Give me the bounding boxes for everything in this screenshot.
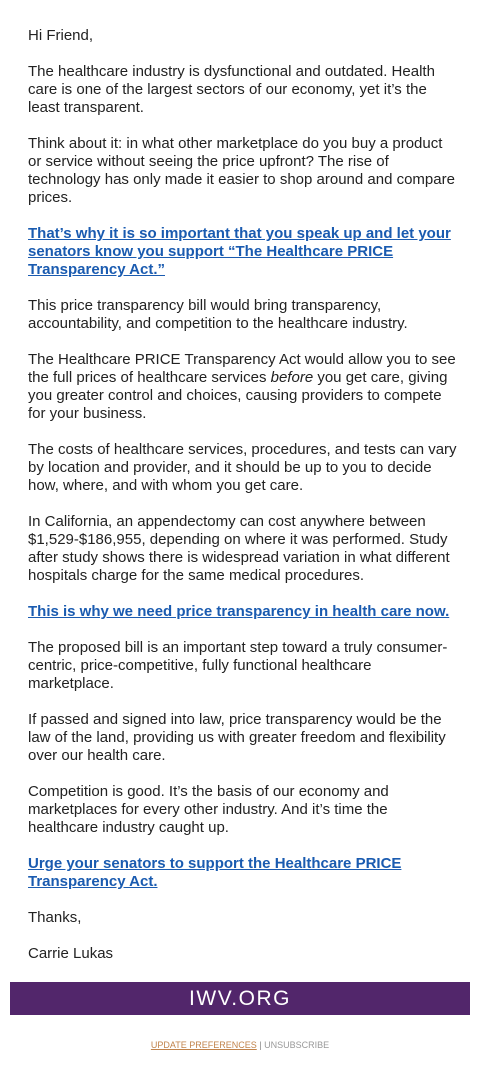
paragraph-california: In California, an appendectomy can cost anywhere between $1,529-$186,955, depending on where it was performed. Study after study shows there is widespread variation in what different hospitals charge for the same medical procedures.: [28, 513, 450, 584]
footer-separator: |: [256, 1040, 265, 1050]
paragraph-bill: This price transparency bill would bring transparency, accountability, and competition to the healthcare industry.: [28, 297, 408, 332]
cta-link-need-transparency[interactable]: This is why we need price transparency in health care now.: [28, 603, 450, 620]
cta-link-support-act[interactable]: That’s why it is so important that you speak up and let your senators know you support “The Healthcare PRICE Transparency Act.”: [28, 225, 451, 278]
email-content: [28, 27, 458, 981]
signature: Carrie Lukas: [28, 945, 114, 962]
cta-link-urge-senators[interactable]: Urge your senators to support the Healthcare PRICE Transparency Act.: [28, 855, 402, 890]
cta-link-paragraph-3: [28, 855, 458, 891]
paragraph-act-emphasis: before: [270, 369, 314, 386]
paragraph-act-before: The Healthcare PRICE Transparency Act would allow you to see the full prices of healthcare services: [28, 351, 456, 386]
paragraph-law: If passed and signed into law, price transparency would be the law of the land, providing us with greater freedom and flexibility over our health care.: [28, 711, 446, 764]
paragraph-act: [28, 351, 458, 423]
paragraph-marketplace: Think about it: in what other marketplace do you buy a product or service without seeing the price upfront? The rise of technology has only made it easier to shop around and compare prices.: [28, 135, 455, 206]
unsubscribe-link[interactable]: UNSUBSCRIBE: [264, 1040, 330, 1050]
cta-link-paragraph-2: [28, 603, 458, 621]
update-preferences-link[interactable]: UPDATE PREFERENCES: [150, 1040, 257, 1050]
paragraph-proposed-bill: The proposed bill is an important step toward a truly consumer-centric, price-competitive, fully functional healthcare marketplace.: [28, 639, 448, 692]
greeting: Hi Friend,: [28, 27, 94, 44]
paragraph-act-after: you get care, giving you greater control and choices, causing providers to compete for your business.: [28, 369, 448, 422]
email-footer: [0, 1040, 480, 1050]
iwv-banner[interactable]: [10, 982, 470, 1015]
banner-text: IWV.ORG: [189, 986, 291, 1010]
paragraph-costs: The costs of healthcare services, procedures, and tests can vary by location and provider, and it should be up to you to decide how, where, and with whom you get care.: [28, 441, 457, 494]
signoff: Thanks,: [28, 909, 82, 926]
cta-link-paragraph-1: [28, 225, 458, 279]
paragraph-competition: Competition is good. It’s the basis of our economy and marketplaces for every other industry. And it’s time the healthcare industry caught up.: [28, 783, 389, 836]
paragraph-intro: The healthcare industry is dysfunctional and outdated. Health care is one of the largest sectors of our economy, yet it’s the least transparent.: [28, 63, 435, 116]
